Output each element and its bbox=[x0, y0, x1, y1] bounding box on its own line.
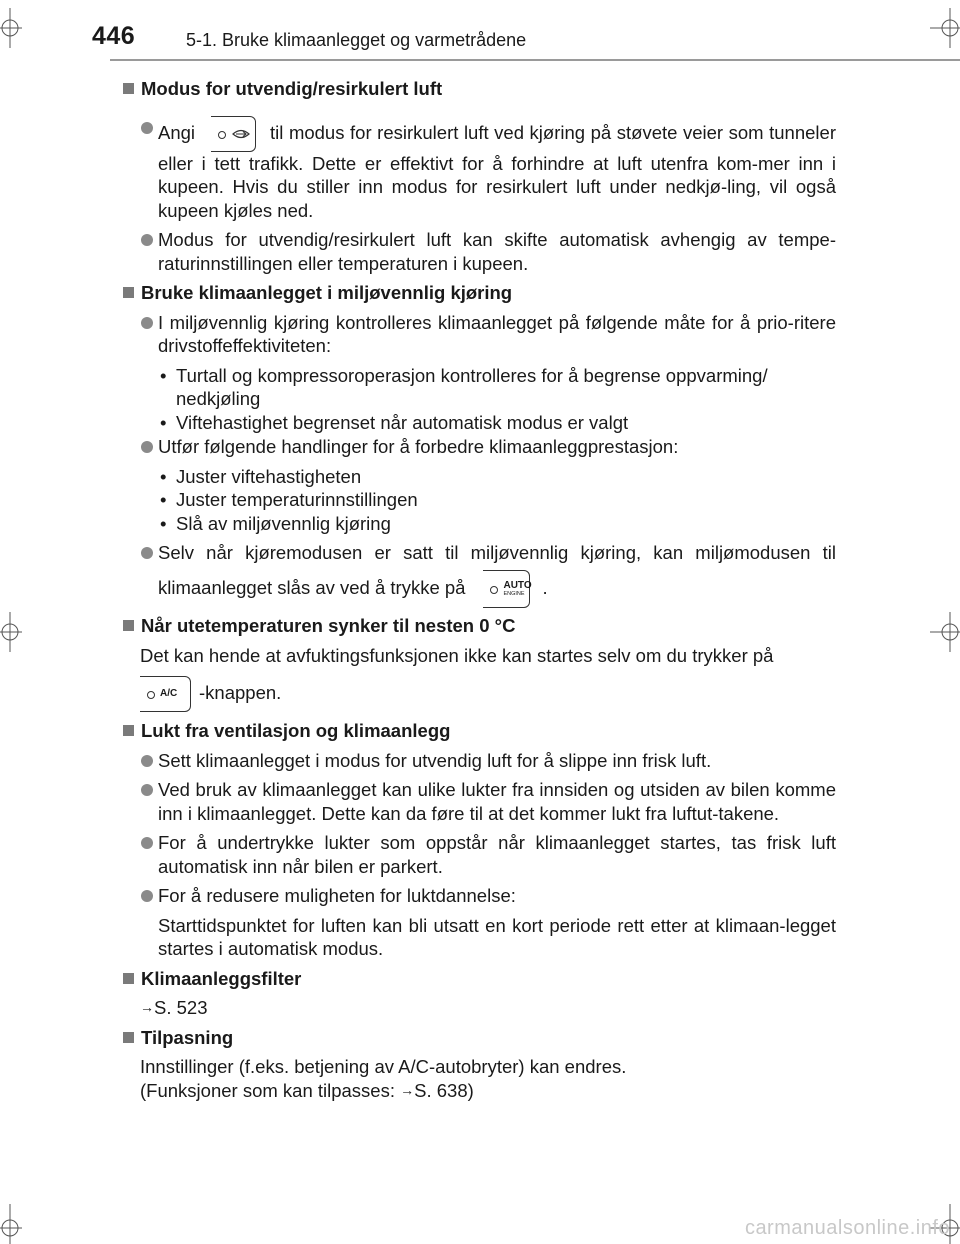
bullet-dot bbox=[141, 441, 153, 453]
bullet-item bbox=[122, 884, 836, 908]
auto-label: AUTO bbox=[503, 580, 532, 591]
arrow-right-icon: → bbox=[140, 999, 154, 1015]
bullet-dot bbox=[141, 547, 153, 559]
ac-label: A/C bbox=[160, 688, 178, 700]
bullet-text: Utfør følgende handlinger for å forbedre klimaanleggprestasjon: bbox=[158, 436, 679, 457]
sub-list-item: • Juster viftehastigheten bbox=[122, 465, 836, 489]
crop-mark-mid-right bbox=[926, 612, 960, 652]
bullet-text: Selv når kjøremodusen er satt til miljøvennlig kjøring, kan miljømodusen til klimaanlegget slås av ved å trykke på bbox=[158, 542, 836, 598]
bullet-item bbox=[122, 311, 836, 358]
watermark: carmanualsonline.info bbox=[744, 1217, 950, 1239]
bullet-item bbox=[122, 749, 836, 773]
paragraph-line bbox=[140, 1079, 836, 1103]
bullet-item bbox=[122, 435, 836, 459]
sub-list-item: • Slå av miljøvennlig kjøring bbox=[122, 512, 836, 536]
sub-list-item: • Viftehastighet begrenset når automatisk modus er valgt bbox=[122, 411, 836, 435]
bullet-dot bbox=[141, 890, 153, 902]
page-reference-text[interactable]: S. 638) bbox=[414, 1079, 474, 1101]
section-heading: Bruke klimaanlegget i miljøvennlig kjøring bbox=[122, 281, 836, 305]
bullet-text: For å redusere muligheten for luktdannelse: bbox=[158, 885, 516, 906]
page-reference-text[interactable]: S. 523 bbox=[154, 997, 208, 1018]
auto-sub-label: ENGINE bbox=[503, 591, 525, 597]
bullet-dot bbox=[141, 755, 153, 767]
bullet-text: Modus for utvendig/resirkulert luft kan skifte automatisk avhengig av tempe-raturinnstillingen eller temperaturen i kupeen. bbox=[158, 229, 836, 274]
bullet-dot bbox=[141, 122, 153, 134]
section-heading: Modus for utvendig/resirkulert luft bbox=[122, 77, 836, 101]
auto-eco-button-icon bbox=[483, 570, 530, 608]
page-number: 446 bbox=[92, 22, 136, 50]
bullet-text: . bbox=[542, 576, 548, 598]
header-divider bbox=[110, 59, 960, 61]
bullet-item bbox=[122, 536, 836, 608]
paragraph-text: (Funksjoner som kan tilpasses: bbox=[140, 1079, 395, 1101]
bullet-text: Angi bbox=[158, 121, 196, 143]
crop-mark-bottom-left bbox=[0, 1204, 30, 1244]
bullet-dot bbox=[141, 784, 153, 796]
bullet-text: I miljøvennlig kjøring kontrolleres klimaanlegget på følgende måte for å prio-ritere drivstoffeffektiviteten: bbox=[158, 311, 836, 356]
bullet-item bbox=[122, 116, 836, 223]
bullet-item bbox=[122, 778, 836, 825]
crop-mark-top-right bbox=[926, 8, 960, 48]
bullet-continuation: Starttidspunktet for luften kan bli utsatt en kort periode rett etter at klimaan-legget startes i automatisk modus. bbox=[158, 914, 836, 959]
paragraph bbox=[122, 1055, 836, 1102]
chapter-title: 5-1. Bruke klimaanlegget og varmetrådene bbox=[186, 30, 527, 50]
section-heading: Lukt fra ventilasjon og klimaanlegg bbox=[122, 719, 836, 743]
arrow-right-icon: → bbox=[400, 1081, 415, 1098]
section-heading: Når utetemperaturen synker til nesten 0 °C bbox=[122, 614, 836, 638]
page-content bbox=[122, 71, 836, 1102]
paragraph: Det kan hende at avfuktingsfunksjonen ikke kan startes selv om du trykker på bbox=[140, 644, 774, 666]
section-heading: Tilpasning bbox=[122, 1026, 836, 1050]
paragraph bbox=[122, 673, 836, 713]
bullet-dot bbox=[141, 317, 153, 329]
bullet-dot bbox=[141, 234, 153, 246]
paragraph-line: Innstillinger (f.eks. betjening av A/C-autobryter) kan endres. bbox=[140, 1056, 627, 1077]
bullet-dot bbox=[141, 837, 153, 849]
recirculation-air-icon bbox=[211, 116, 256, 152]
paragraph-text: -knappen. bbox=[199, 682, 282, 703]
sub-list-item: • Turtall og kompressoroperasjon kontrolleres for å begrense oppvarming/ nedkjøling bbox=[122, 364, 836, 411]
bullet-text: For å undertrykke lukter som oppstår når klimaanlegget startes, tas frisk luft automatisk inn når bilen er parkert. bbox=[158, 832, 836, 877]
bullet-text: Ved bruk av klimaanlegget kan ulike lukter fra innsiden og utsiden av bilen komme inn i klimaanlegget. Dette kan da føre til at det kommer lukt fra luftut-takene. bbox=[158, 779, 836, 824]
page-reference bbox=[122, 996, 836, 1020]
bullet-item bbox=[122, 831, 836, 878]
bullet-item bbox=[122, 228, 836, 275]
crop-mark-top-left bbox=[0, 8, 30, 48]
sub-list-item: • Juster temperaturinnstillingen bbox=[122, 488, 836, 512]
crop-mark-mid-left bbox=[0, 612, 30, 652]
bullet-text: til modus for resirkulert luft ved kjøring på støvete veier som tunneler eller i tett trafikk. Dette er effektivt for å forhindre at luft utenfra kom-mer inn i kupeen. Hvis du stiller inn modus for resirkulert luft under nedkjø-ling, vil også kupeen kjøles ned. bbox=[158, 121, 836, 221]
bullet-text: Sett klimaanlegget i modus for utvendig luft for å slippe inn frisk luft. bbox=[158, 749, 712, 771]
section-heading: Klimaanleggsfilter bbox=[122, 967, 836, 991]
ac-button-icon bbox=[140, 676, 191, 712]
